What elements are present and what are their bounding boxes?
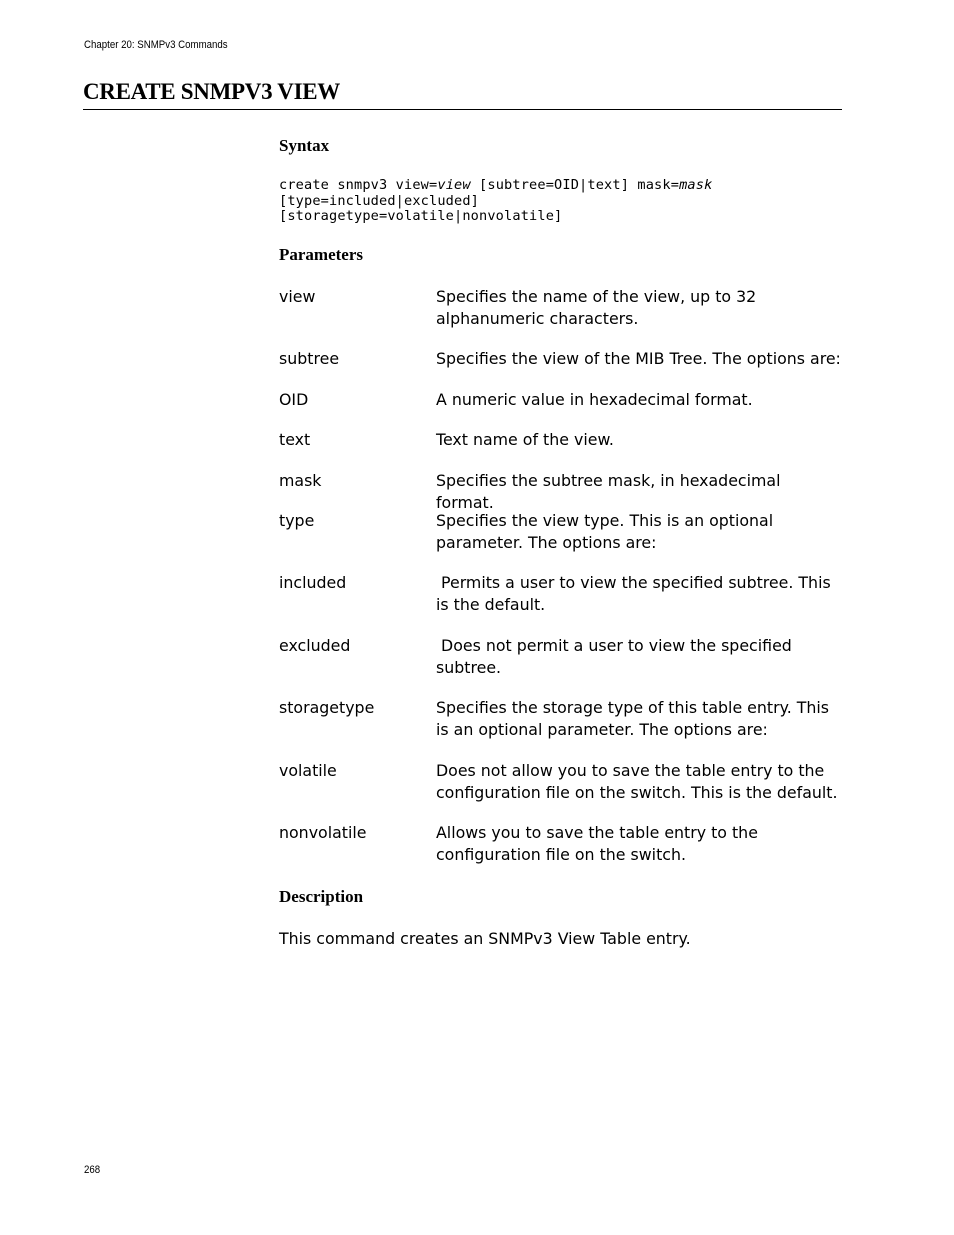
syntax-line-1 (279, 178, 712, 194)
parameter-description: Specifies the storage type of this table entry. This is an optional parameter. The options are: (436, 698, 835, 739)
parameter-name: volatile (279, 761, 337, 780)
parameter-name: nonvolatile (279, 823, 367, 842)
parameter-name: view (279, 287, 316, 306)
parameter-name: type (279, 511, 315, 530)
syntax-arg-mask: mask (679, 177, 713, 193)
parameter-name: storagetype (279, 698, 375, 717)
parameter-description: Allows you to save the table entry to the configuration file on the switch. (436, 823, 763, 864)
syntax-text: [subtree=OID|text] mask= (470, 177, 680, 193)
parameter-description: A numeric value in hexadecimal format. (436, 390, 753, 409)
syntax-arg-view: view (437, 177, 471, 193)
parameter-description: Specifies the view type. This is an optional parameter. The options are: (436, 511, 779, 552)
description-text: This command creates an SNMPv3 View Table entry. (279, 929, 691, 948)
parameter-description: Specifies the view of the MIB Tree. The options are: (436, 349, 841, 368)
parameters-heading: Parameters (279, 245, 364, 264)
syntax-line-2: [type=included|excluded] (279, 192, 480, 209)
parameter-name: included (279, 573, 347, 592)
syntax-line-3: [storagetype=volatile|nonvolatile] (279, 208, 563, 224)
parameter-description: Text name of the view. (436, 430, 614, 449)
description-heading: Description (279, 887, 364, 906)
parameter-name: mask (279, 471, 322, 490)
parameter-description: Does not permit a user to view the specified subtree. (436, 636, 797, 677)
page-number: 268 (84, 1164, 101, 1176)
parameter-description: Permits a user to view the specified subtree. This is the default. (436, 573, 836, 614)
parameter-name: text (279, 430, 311, 449)
parameter-description: Specifies the subtree mask, in hexadecimal format. (436, 471, 786, 512)
title-rule (83, 109, 842, 110)
page-title: CREATE SNMPV3 VIEW (83, 79, 341, 104)
parameter-name: OID (279, 390, 309, 409)
parameter-description: Specifies the name of the view, up to 32 alphanumeric characters. (436, 287, 762, 328)
syntax-text: create snmpv3 view= (279, 177, 438, 193)
syntax-heading: Syntax (279, 136, 330, 155)
parameter-name: excluded (279, 636, 351, 655)
syntax-code-block (279, 178, 712, 225)
parameter-description: Does not allow you to save the table entry to the configuration file on the switch. This is the default. (436, 761, 838, 802)
parameter-name: subtree (279, 349, 340, 368)
running-header: Chapter 20: SNMPv3 Commands (84, 39, 228, 51)
